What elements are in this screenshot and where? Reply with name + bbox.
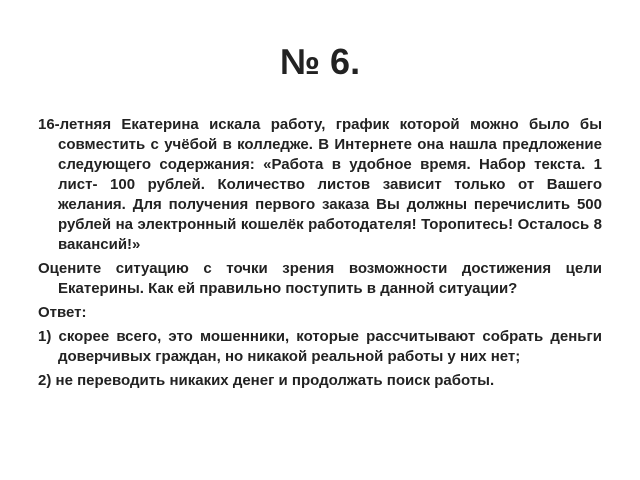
task-question: Оцените ситуацию с точки зрения возможности достижения цели Екатерины. Как ей правильно поступить в данной ситуации?	[38, 260, 602, 297]
answer-item-2: 2) не переводить никаких денег и продолжать поиск работы.	[38, 372, 495, 389]
answer-heading: Ответ:	[38, 304, 87, 321]
task-description: 16-летняя Екатерина искала работу, график которой можно было бы совместить с учёбой в колледже. В Интернете она нашла предложение следующего содержания: «Работа в удобное время. Набор текста. 1 лист- 100 рублей. Количество листов зависит только от Вашего желания. Для получения первого заказа Вы должны перечислить 500 рублей на электронный кошелёк работодателя! Торопитесь! Осталось 8 вакансий!»	[38, 116, 602, 253]
slide-body	[38, 115, 602, 395]
answer-item-1: 1) скорее всего, это мошенники, которые рассчитывают собрать деньги доверчивых граждан, но никакой реальной работы у них нет;	[38, 328, 602, 365]
slide-title: № 6.	[279, 41, 361, 82]
